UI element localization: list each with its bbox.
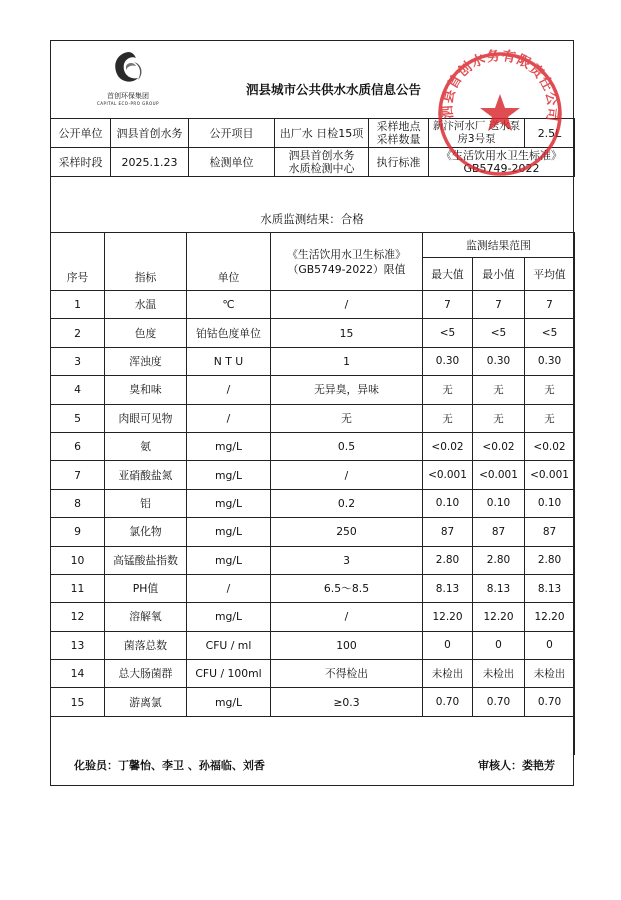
cell-avg: 0.30 (525, 347, 575, 375)
cell-avg: 8.13 (525, 574, 575, 602)
cell-no: 7 (51, 461, 105, 489)
cell-avg: <0.02 (525, 432, 575, 460)
cell-min: 7 (473, 291, 525, 319)
table-row (51, 631, 575, 659)
table-row (51, 518, 575, 546)
header-limit-line1: 《生活饮用水卫生标准》 (287, 247, 406, 261)
cell-max: 0 (423, 631, 473, 659)
cell-no: 12 (51, 603, 105, 631)
cell-max: 7 (423, 291, 473, 319)
cell-avg: <0.001 (525, 461, 575, 489)
cell-indicator: 氯化物 (105, 518, 187, 546)
table-row (51, 461, 575, 489)
cell-indicator: 总大肠菌群 (105, 660, 187, 688)
cell-min: <0.02 (473, 432, 525, 460)
cell-min: <0.001 (473, 461, 525, 489)
site-labels (369, 119, 429, 148)
cell-avg: 0.10 (525, 489, 575, 517)
cell-indicator: 氨 (105, 432, 187, 460)
cell-unit: / (187, 376, 271, 404)
cell-max: 2.80 (423, 546, 473, 574)
logo-subtext: CAPITAL ECO-PRO GROUP (97, 101, 159, 106)
cell-limit: 不得检出 (271, 660, 423, 688)
table-row (51, 603, 575, 631)
header-range: 监测结果范围 (423, 233, 575, 258)
cell-limit: 1 (271, 347, 423, 375)
standard-value-line2: GB5749-2022 (463, 162, 540, 175)
header-unit: 单位 (187, 233, 271, 291)
cell-no: 6 (51, 432, 105, 460)
cell-indicator: 亚硝酸盐氮 (105, 461, 187, 489)
cell-unit: mg/L (187, 603, 271, 631)
cell-avg: <5 (525, 319, 575, 347)
cell-indicator: 溶解氧 (105, 603, 187, 631)
table-row (51, 291, 575, 319)
table-row (51, 546, 575, 574)
result-summary: 水质监测结果：合格 (260, 212, 364, 226)
cell-no: 10 (51, 546, 105, 574)
cell-max: <5 (423, 319, 473, 347)
cell-min: 0.70 (473, 688, 525, 716)
header-no: 序号 (51, 233, 105, 291)
logo-mark-icon (108, 50, 148, 88)
cell-indicator: 臭和味 (105, 376, 187, 404)
official-seal-stamp (432, 46, 568, 182)
cell-max: 12.20 (423, 603, 473, 631)
cell-max: 0.30 (423, 347, 473, 375)
cell-indicator: 游离氯 (105, 688, 187, 716)
site-value: 新汴河水厂 送水泵房3号泵 (429, 119, 525, 148)
cell-unit: mg/L (187, 688, 271, 716)
header-limit-line2: （GB5749-2022）限值 (287, 262, 406, 276)
cell-unit: ℃ (187, 291, 271, 319)
cell-unit: CFU / 100ml (187, 660, 271, 688)
cell-no: 15 (51, 688, 105, 716)
cell-max: 0.10 (423, 489, 473, 517)
cell-avg: 未检出 (525, 660, 575, 688)
quantity-value: 2.5L (525, 119, 575, 148)
cell-no: 13 (51, 631, 105, 659)
lab-value-line1: 泗县首创水务 (288, 149, 355, 162)
table-row (51, 376, 575, 404)
cell-min: 87 (473, 518, 525, 546)
cell-max: <0.02 (423, 432, 473, 460)
quality-table (50, 232, 575, 755)
company-logo (96, 50, 160, 106)
table-row (51, 574, 575, 602)
table-row (51, 489, 575, 517)
cell-limit: / (271, 291, 423, 319)
cell-limit: ≥0.3 (271, 688, 423, 716)
cell-unit: N T U (187, 347, 271, 375)
cell-unit: mg/L (187, 461, 271, 489)
table-row (51, 688, 575, 716)
cell-min: 0 (473, 631, 525, 659)
header-max: 最大值 (423, 258, 473, 291)
table-row (51, 319, 575, 347)
cell-max: 无 (423, 404, 473, 432)
cell-min: 8.13 (473, 574, 525, 602)
standard-value-line1: 《生活饮用水卫生标准》 (441, 149, 562, 162)
seal-star-icon (480, 94, 520, 131)
cell-unit: mg/L (187, 489, 271, 517)
cell-no: 4 (51, 376, 105, 404)
cell-limit: 15 (271, 319, 423, 347)
cell-indicator: PH值 (105, 574, 187, 602)
cell-limit: 6.5～8.5 (271, 574, 423, 602)
cell-min: 0.10 (473, 489, 525, 517)
cell-unit: mg/L (187, 546, 271, 574)
cell-min: 2.80 (473, 546, 525, 574)
cell-limit: 0.2 (271, 489, 423, 517)
cell-avg: 无 (525, 404, 575, 432)
cell-min: <5 (473, 319, 525, 347)
cell-unit: mg/L (187, 518, 271, 546)
cell-unit: 铂钴色度单位 (187, 319, 271, 347)
cell-no: 14 (51, 660, 105, 688)
item-value: 出厂水 日检15项 (275, 119, 369, 148)
cell-limit: 无 (271, 404, 423, 432)
cell-max: 87 (423, 518, 473, 546)
cell-indicator: 肉眼可见物 (105, 404, 187, 432)
cell-avg: 87 (525, 518, 575, 546)
lab-label: 检测单位 (189, 148, 275, 177)
seal-text: 泗县首创水务有限责任公司 (439, 47, 561, 124)
logo-text: 首创环保集团 (107, 92, 149, 100)
cell-no: 1 (51, 291, 105, 319)
standard-label: 执行标准 (369, 148, 429, 177)
cell-min: 0.30 (473, 347, 525, 375)
table-blank-row (51, 716, 575, 755)
cell-indicator: 铝 (105, 489, 187, 517)
publisher-label: 公开单位 (51, 119, 111, 148)
lab-value (275, 148, 369, 177)
testers-line: 化验员：丁馨怡、李卫 、孙福临、刘香 (74, 759, 265, 772)
cell-avg: 7 (525, 291, 575, 319)
cell-limit: / (271, 603, 423, 631)
cell-max: 0.70 (423, 688, 473, 716)
cell-indicator: 菌落总数 (105, 631, 187, 659)
cell-avg: 无 (525, 376, 575, 404)
cell-max: 无 (423, 376, 473, 404)
cell-no: 5 (51, 404, 105, 432)
cell-avg: 0 (525, 631, 575, 659)
cell-no: 9 (51, 518, 105, 546)
cell-avg: 12.20 (525, 603, 575, 631)
cell-limit: 3 (271, 546, 423, 574)
table-row (51, 660, 575, 688)
cell-max: 8.13 (423, 574, 473, 602)
cell-no: 3 (51, 347, 105, 375)
cell-unit: CFU / ml (187, 631, 271, 659)
cell-min: 无 (473, 404, 525, 432)
cell-indicator: 浑浊度 (105, 347, 187, 375)
cell-indicator: 高锰酸盐指数 (105, 546, 187, 574)
table-row (51, 432, 575, 460)
cell-limit: 无异臭，异味 (271, 376, 423, 404)
cell-avg: 2.80 (525, 546, 575, 574)
cell-indicator: 水温 (105, 291, 187, 319)
cell-min: 未检出 (473, 660, 525, 688)
cell-indicator: 色度 (105, 319, 187, 347)
site-label: 采样地点 (376, 120, 421, 133)
cell-no: 8 (51, 489, 105, 517)
sample-time-label: 采样时段 (51, 148, 111, 177)
lab-value-line2: 水质检测中心 (288, 162, 355, 175)
cell-min: 无 (473, 376, 525, 404)
page-title: 泗县城市公共供水水质信息公告 (246, 82, 422, 97)
sample-time-value: 2025.1.23 (111, 148, 189, 177)
cell-max: 未检出 (423, 660, 473, 688)
header-min: 最小值 (473, 258, 525, 291)
cell-avg: 0.70 (525, 688, 575, 716)
reviewer-line: 审核人：娄艳芳 (478, 759, 555, 772)
item-label: 公开项目 (189, 119, 275, 148)
quantity-label: 采样数量 (376, 133, 421, 146)
cell-unit: / (187, 574, 271, 602)
table-row (51, 404, 575, 432)
header-indicator: 指标 (105, 233, 187, 291)
table-row (51, 347, 575, 375)
cell-limit: 250 (271, 518, 423, 546)
cell-unit: / (187, 404, 271, 432)
cell-limit: 0.5 (271, 432, 423, 460)
cell-unit: mg/L (187, 432, 271, 460)
header-limit (271, 233, 423, 291)
publisher-value: 泗县首创水务 (111, 119, 189, 148)
cell-limit: / (271, 461, 423, 489)
cell-min: 12.20 (473, 603, 525, 631)
cell-limit: 100 (271, 631, 423, 659)
cell-no: 2 (51, 319, 105, 347)
header-avg: 平均值 (525, 258, 575, 291)
cell-no: 11 (51, 574, 105, 602)
cell-max: <0.001 (423, 461, 473, 489)
